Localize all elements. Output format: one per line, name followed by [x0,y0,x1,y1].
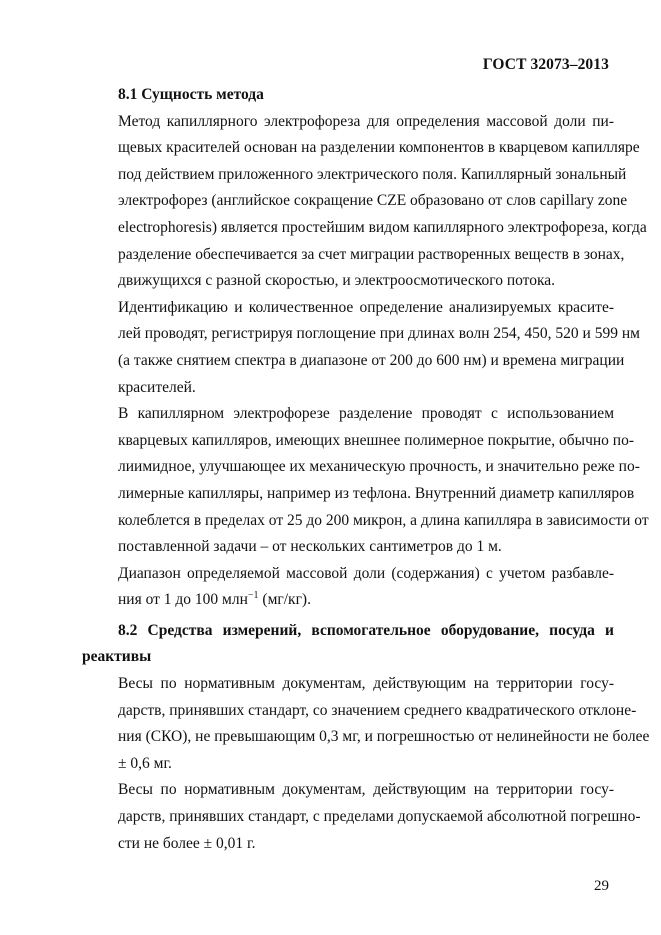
text-line: (а также снятием спектра в диапазоне от 200 до 600 нм) и времена миграции [118,351,625,369]
text-line: кварцевых капилляров, имеющих внешнее полимерное покрытие, обычно по- [118,431,635,449]
text-line: лиимидное, улучшающее их механическую прочность, и значительно реже по- [118,458,640,476]
text-line: щевых красителей основан на разделении компонентов в кварцевом капилляре [118,139,640,157]
document-body [82,82,650,857]
paragraph-scales-2 [82,777,641,857]
text-line: электрофорез (английское сокращение CZE образовано от слов capillary zone [118,192,628,210]
text-line: ± 0,6 мг. [118,754,172,772]
exponent: −1 [247,590,259,602]
text-line: В капиллярном электрофорезе разделение проводят с использованием [118,405,614,423]
text-line: electrophoresis) является простейшим видом капиллярного электрофореза, когда [118,218,647,236]
text-line: поставленной задачи – от нескольких сантиметров до 1 м. [118,538,502,556]
range-unit: (мг/кг). [258,591,311,609]
standard-header: ГОСТ 32073–2013 [482,56,609,73]
text-line: сти не более ± 0,01 г. [118,834,256,852]
paragraph-method-essence [82,109,647,295]
text-line: Диапазон определяемой массовой доли (содержания) с учетом разбавле- [118,564,614,582]
text-line: разделение обеспечивается за счет миграции растворенных веществ в зонах, [118,245,625,263]
paragraph-capillaries [82,401,649,561]
text-line: Метод капиллярного электрофореза для определения массовой доли пи- [118,112,614,130]
text-line-with-exponent [82,587,614,614]
text-line: под действием приложенного электрического поля. Капиллярный зональный [118,165,627,183]
range-text: ния от 1 до 100 млн [118,591,248,609]
heading-line: 8.1 Сущность метода [118,86,264,103]
text-line: Весы по нормативным документам, действующим на территории госу- [118,675,614,693]
text-line: красителей. [118,378,196,396]
text-line: Весы по нормативным документам, действующим на территории госу- [118,781,614,799]
text-line: Идентификацию и количественное определение анализируемых красите- [118,298,614,316]
heading-line: реактивы [82,648,152,666]
section-heading-8-2 [82,618,614,671]
text-line: дарств, принявших стандарт, с пределами допускаемой абсолютной погрешно- [118,808,641,826]
paragraph-range [82,561,614,614]
paragraph-identification [82,295,640,401]
text-line: колеблется в пределах от 25 до 200 микрон, а длина капилляра в зависимости от [118,511,649,529]
page-number: 29 [594,878,609,894]
heading-line: 8.2 Средства измерений, вспомогательное оборудование, посуда и [118,621,614,639]
text-line: ния (СКО), не превышающим 0,3 мг, и погрешностью от нелинейности не более [118,728,650,746]
section-heading-8-1 [82,82,614,109]
text-line: лей проводят, регистрируя поглощение при длинах волн 254, 450, 520 и 599 нм [118,325,640,343]
text-line: лимерные капилляры, например из тефлона. Внутренний диаметр капилляров [118,484,635,502]
paragraph-scales-1 [82,671,650,777]
text-line: дарств, принявших стандарт, со значением среднего квадратического отклоне- [118,701,637,719]
text-line: движущихся с разной скоростью, и электроосмотического потока. [118,272,556,290]
